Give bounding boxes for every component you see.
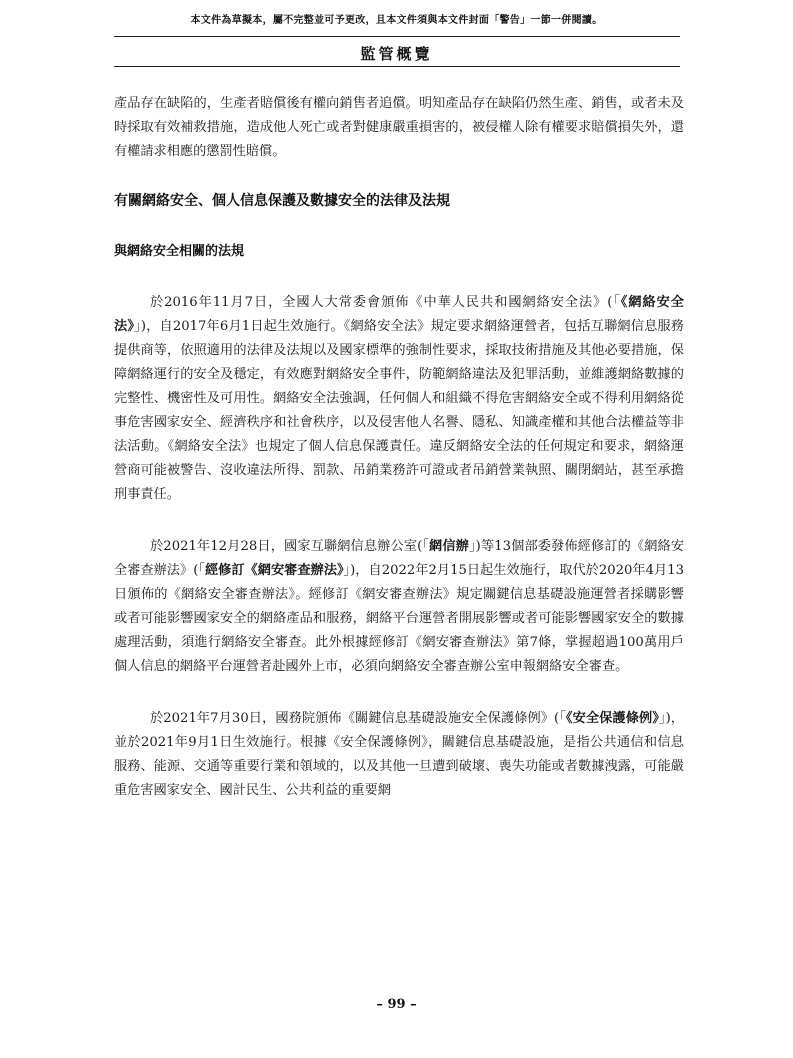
paragraph-text: 」)等13個部委發佈經修訂的《網絡安全審查辦法》(「	[114, 539, 685, 578]
main-heading: 有關網絡安全、個人信息保護及數據安全的法律及法規	[114, 193, 450, 209]
header-rule-top	[114, 36, 680, 37]
cybersecurity-law-paragraph	[114, 291, 684, 507]
defined-term: 經修訂《網安審查辦法》	[204, 563, 344, 578]
paragraph-text: 於2016年11月7日，全國人大常委會頒佈《中華人民共和國網絡安全法》(「	[150, 295, 621, 310]
page-number: – 99 –	[376, 997, 417, 1012]
paragraph-text: 」)，並於2021年9月1日生效施行。根據《安全保護條例》，關鍵信息基礎設施，是指公共通信和信息服務、能源、交通等重要行業和領域的，以及其他一旦遭到破壞、喪失功能或者數據洩露，可能嚴重危害國家安全、國計民生、公共利益的重要網	[114, 711, 684, 798]
paragraph-text: 」)，自2017年6月1日起生效施行。《網絡安全法》規定要求網絡運營者，包括互聯網信息服務提供商等，依照適用的法律及法規以及國家標準的強制性要求，採取技術措施及其他必要措施，保障網絡運行的安全及穩定，有效應對網絡安全事件，防範網絡違法及犯罪活動，並維護網絡數據的完整性、機密性及可用性。網絡安全法強調，任何個人和組織不得危害網絡安全或不得利用網絡從事危害國家安全、經濟秩序和社會秩序，以及侵害他人名譽、隱私、知識產權和其他合法權益等非法活動。《網絡安全法》也規定了個人信息保護責任。違反網絡安全法的任何規定和要求，網絡運營商可能被警告、沒收違法所得、罰款、吊銷業務許可證或者吊銷營業執照、關閉網站，甚至承擔刑事責任。	[114, 319, 684, 502]
defined-term: 《網絡安全法》	[114, 295, 684, 334]
infrastructure-protection-paragraph	[114, 707, 684, 803]
document-body	[114, 92, 684, 803]
defined-term: 網信辦	[429, 539, 469, 554]
paragraph-text: 於2021年12月28日，國家互聯網信息辦公室(「	[150, 539, 430, 554]
paragraph-text: 」)，自2022年2月15日起生效施行，取代於2020年4月13日頒佈的《網絡安全審查辦法》。經修訂《網安審查辦法》規定關鍵信息基礎設施運營者採購影響或者可能影響國家安全的網絡產品和服務，網絡平台運營者開展影響或者可能影響國家安全的數據處理活動，須進行網絡安全審查。此外根據經修訂《網安審查辦法》第7條，掌握超過100萬用戶個人信息的網絡平台運營者赴國外上市，必須向網絡安全審查辦公室申報網絡安全審查。	[114, 563, 684, 674]
paragraph-text: 於2021年7月30日，國務院頒佈《關鍵信息基礎設施安全保護條例》(「	[150, 711, 566, 726]
sub-heading: 與網絡安全相關的法規	[114, 244, 245, 259]
draft-disclaimer: 本文件為草擬本，屬不完整並可予更改，且本文件須與本文件封面「警告」一節一併閱讀。	[190, 15, 603, 26]
cybersecurity-review-paragraph	[114, 535, 684, 679]
section-header: 監管概覽	[360, 45, 433, 63]
intro-paragraph: 產品存在缺陷的，生產者賠償後有權向銷售者追償。明知產品存在缺陷仍然生產、銷售，或者未及時採取有效補救措施，造成他人死亡或者對健康嚴重損害的，被侵權人除有權要求賠償損失外，還有權請求相應的懲罰性賠償。	[114, 96, 684, 159]
header-rule-bottom	[114, 66, 680, 67]
defined-term: 《安全保護條例》	[565, 711, 659, 726]
